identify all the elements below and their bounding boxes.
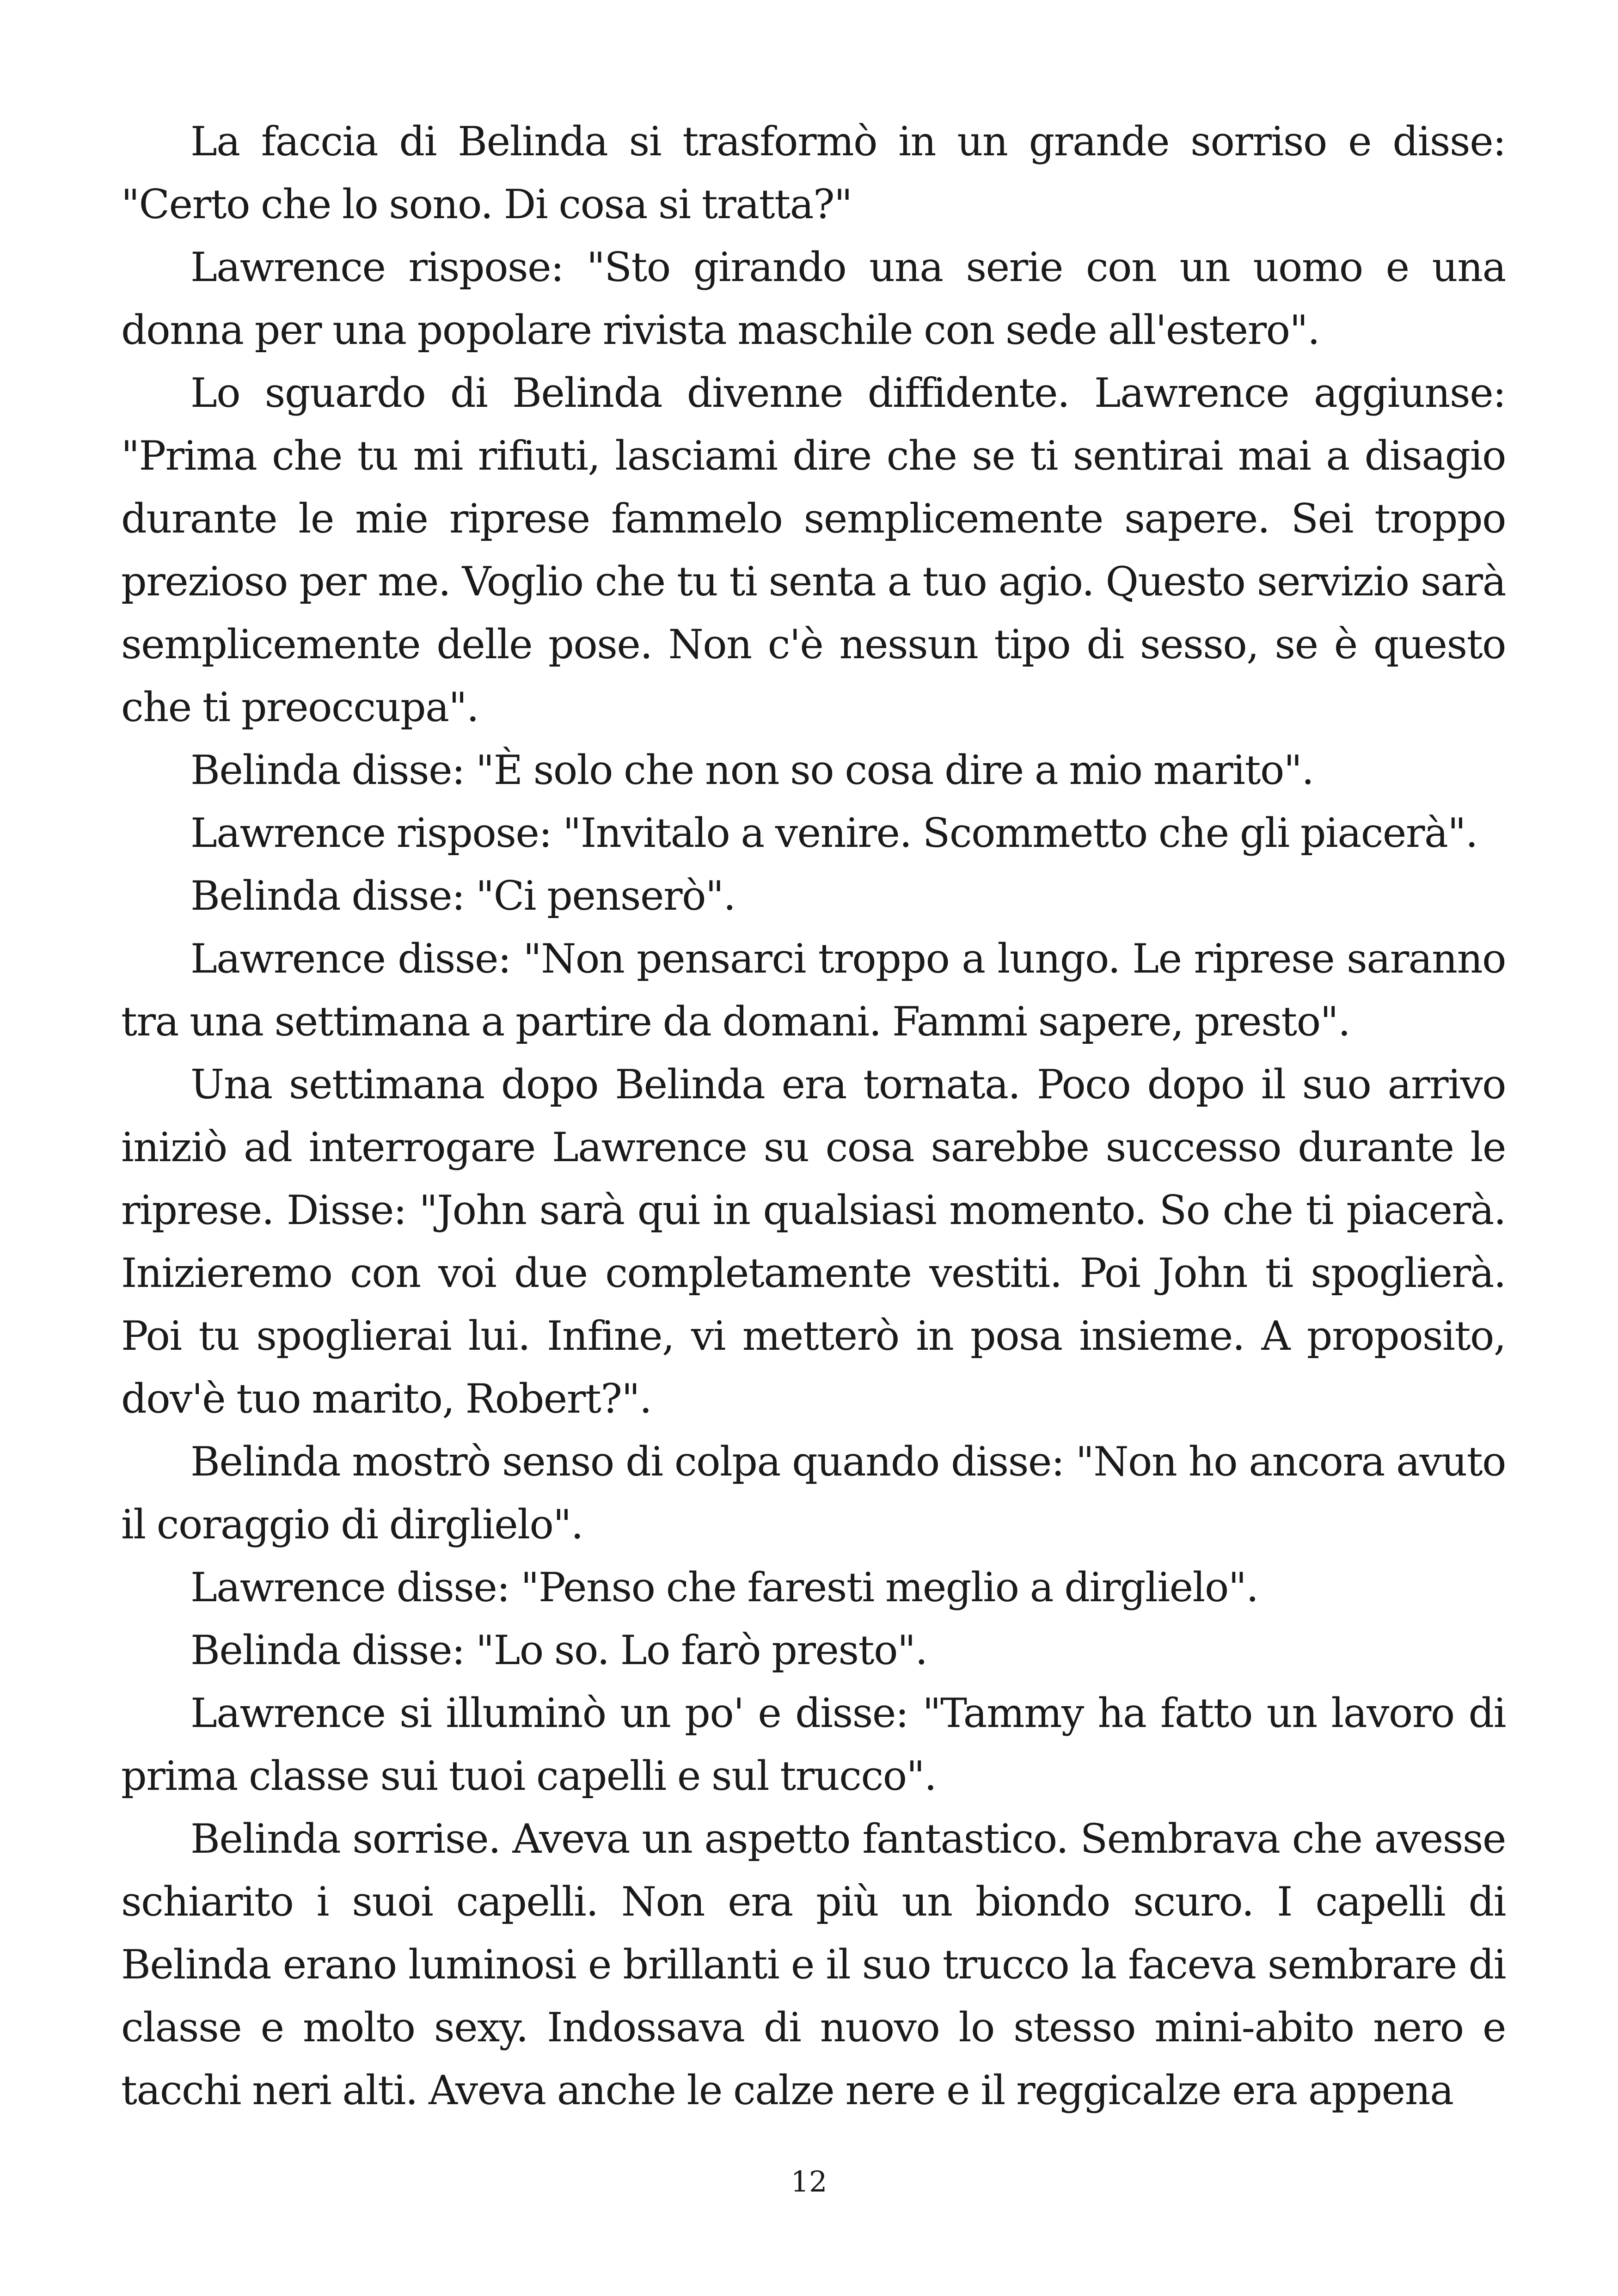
paragraph: Lawrence disse: "Penso che faresti meglio a dirglielo". (190, 1564, 1258, 1611)
paragraph: Belinda sorrise. Aveva un aspetto fantastico. Sembrava che avesse schiarito i suoi capelli. Non era più un biondo scuro. I capelli di Belinda erano luminosi e brillanti e il suo trucco la faceva sembrare di classe e molto sexy. Indossava di nuovo lo stesso mini-abito nero e tacchi neri alti. Aveva anche le calze nere e il reggicalze era appena (121, 1815, 1506, 2114)
paragraph: Lo sguardo di Belinda divenne diffidente. Lawrence aggiunse: "Prima che tu mi rifiuti, lasciami dire che se ti sentirai mai a disagio durante le mie riprese fammelo semplicemente sapere. Sei troppo prezioso per me. Voglio che tu ti senta a tuo agio. Questo servizio sarà semplicemente delle pose. Non c'è nessun tipo di sesso, se è questo che ti preoccupa". (121, 369, 1506, 731)
paragraph: Belinda mostrò senso di colpa quando disse: "Non ho ancora avuto il coraggio di dirglielo". (121, 1438, 1506, 1548)
paragraph: Lawrence rispose: "Sto girando una serie con un uomo e una donna per una popolare rivista maschile con sede all'estero". (121, 244, 1506, 354)
paragraph: Belinda disse: "Lo so. Lo farò presto". (190, 1627, 927, 1674)
page-body (121, 110, 1506, 2122)
paragraph: La faccia di Belinda si trasformò in un grande sorriso e disse: "Certo che lo sono. Di cosa si tratta?" (121, 118, 1506, 228)
page-number: 12 (791, 2165, 827, 2198)
paragraph: Una settimana dopo Belinda era tornata. Poco dopo il suo arrivo iniziò ad interrogare Lawrence su cosa sarebbe successo durante le riprese. Disse: "John sarà qui in qualsiasi momento. So che ti piacerà. Inizieremo con voi due completamente vestiti. Poi John ti spoglierà. Poi tu spoglierai lui. Infine, vi metterò in posa insieme. A proposito, dov'è tuo marito, Robert?". (121, 1061, 1506, 1422)
paragraph: Belinda disse: "Ci penserò". (190, 872, 735, 919)
paragraph: Lawrence si illuminò un po' e disse: "Tammy ha fatto un lavoro di prima classe sui tuoi capelli e sul trucco". (121, 1690, 1506, 1800)
paragraph: Lawrence disse: "Non pensarci troppo a lungo. Le riprese saranno tra una settimana a partire da domani. Fammi sapere, presto". (121, 935, 1506, 1045)
paragraph: Lawrence rispose: "Invitalo a venire. Scommetto che gli piacerà". (190, 809, 1478, 857)
paragraph: Belinda disse: "È solo che non so cosa dire a mio marito". (190, 747, 1314, 794)
